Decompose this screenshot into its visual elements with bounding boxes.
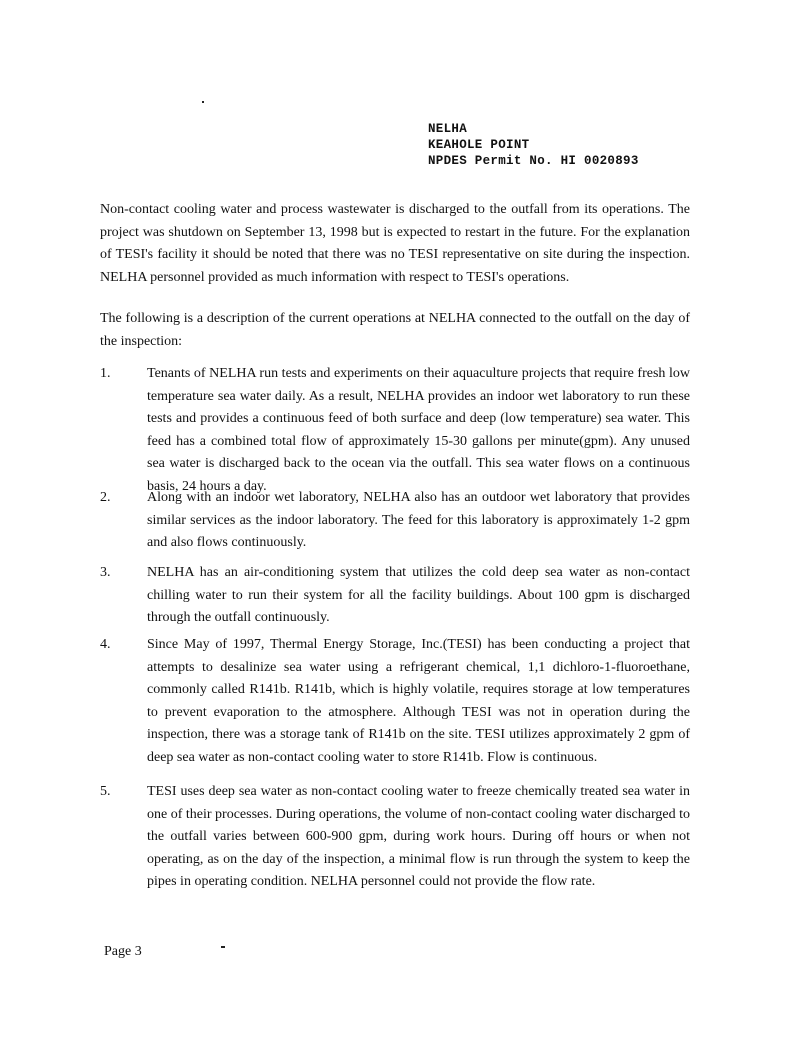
list-item-text: TESI uses deep sea water as non-contact cooling water to freeze chemically treated sea water in one of their processes. During operations, the volume of non-contact cooling water discharged to the outfall varies between 600-900 gpm, during work hours. During off hours or when not operating, as on the day of the inspection, a minimal flow is run through the system to keep the pipes in operating condition. NELHA personnel could not provide the flow rate. (147, 784, 690, 889)
document-header (428, 121, 639, 169)
header-facility-name: NELHA (428, 122, 468, 136)
page-number: Page 3 (104, 944, 142, 959)
list-item-text: NELHA has an air-conditioning system that utilizes the cold deep sea water as non-contact chilling water to run their system for all the facility buildings. About 100 gpm is discharged through the outfall continuously. (147, 565, 690, 625)
scan-speck (202, 101, 204, 103)
intro-paragraph: Non-contact cooling water and process wastewater is discharged to the outfall from its operations. The project was shutdown on September 13, 1998 but is expected to restart in the future. For the explanation of TESI's facility it should be noted that there was no TESI representative on site during the inspection. NELHA personnel provided as much information with respect to TESI's operations. (100, 202, 690, 285)
scan-speck (221, 946, 225, 948)
list-item-number: 3. (100, 565, 111, 580)
list-item-text: Along with an indoor wet laboratory, NELHA also has an outdoor wet laboratory that provides similar services as the indoor laboratory. The feed for this laboratory is approximately 1-2 gpm and also flows continuously. (147, 490, 690, 550)
header-permit-number: NPDES Permit No. HI 0020893 (428, 154, 639, 168)
header-location: KEAHOLE POINT (428, 138, 530, 152)
list-item-text: Since May of 1997, Thermal Energy Storage, Inc.(TESI) has been conducting a project that attempts to desalinize sea water using a refrigerant chemical, 1,1 dichloro-1-fluoroethane, commonly called R141b. R141b, which is highly volatile, requires storage at low temperatures to prevent evaporation to the atmosphere. Although TESI was not in operation during the inspection, there was a storage tank of R141b on the site. TESI utilizes approximately 2 gpm of deep sea water as non-contact cooling water to store R141b. Flow is continuous. (147, 637, 690, 765)
list-item-text: Tenants of NELHA run tests and experiments on their aquaculture projects that require fresh low temperature sea water daily. As a result, NELHA provides an indoor wet laboratory to run these tests and provides a continuous feed of both surface and deep (low temperature) sea water. This feed has a combined total flow of approximately 15-30 gallons per minute(gpm). Any unused sea water is discharged back to the ocean via the outfall. This sea water flows on a continuous basis, 24 hours a day. (147, 366, 690, 494)
list-item-number: 2. (100, 490, 111, 505)
description-lead-paragraph: The following is a description of the current operations at NELHA connected to the outfall on the day of the inspection: (100, 311, 690, 349)
list-item-number: 5. (100, 784, 111, 799)
list-item-number: 1. (100, 366, 111, 381)
list-item-number: 4. (100, 637, 111, 652)
